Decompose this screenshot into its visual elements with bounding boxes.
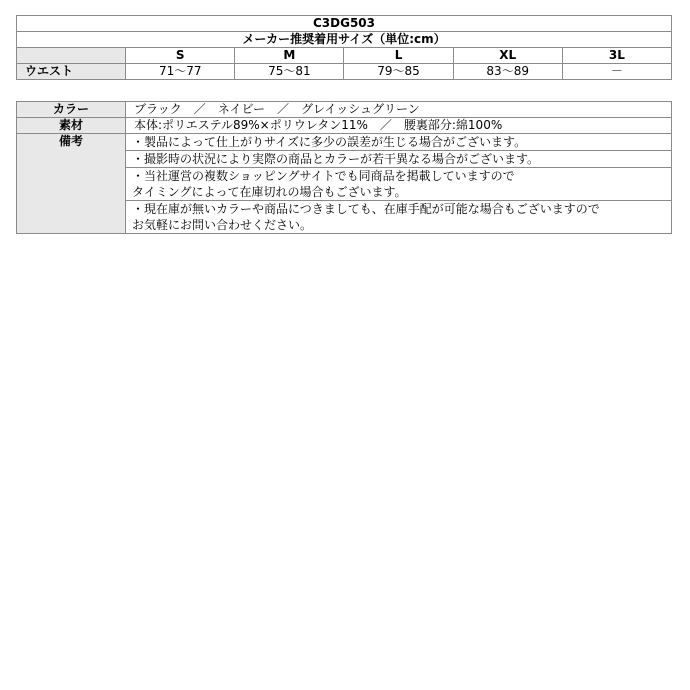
note-item: ・当社運営の複数ショッピングサイトでも同商品を掲載していますので タイミングによって在庫切れの場合もございます。 (126, 168, 672, 201)
color-label: カラー (17, 102, 126, 118)
size-header-s: S (126, 48, 235, 64)
size-table-caption: メーカー推奨着用サイズ（単位:cm） (17, 32, 672, 48)
waist-label: ウエスト (17, 64, 126, 80)
waist-l: 79〜85 (344, 64, 453, 80)
material-label: 素材 (17, 118, 126, 134)
notes-row (17, 134, 672, 151)
size-header-xl: XL (453, 48, 562, 64)
product-info-table (16, 101, 672, 234)
size-header-m: M (235, 48, 344, 64)
size-table (16, 15, 672, 80)
waist-m: 75〜81 (235, 64, 344, 80)
note-item: ・現在庫が無いカラーや商品につきましても、在庫手配が可能な場合もございますので お気軽にお問い合わせください。 (126, 201, 672, 234)
notes-label: 備考 (17, 134, 126, 234)
material-value: 本体:ポリエステル89%×ポリウレタン11% ／ 腰裏部分:綿100% (126, 118, 672, 134)
color-row (17, 102, 672, 118)
note-item: ・製品によって仕上がりサイズに多少の誤差が生じる場合がございます。 (126, 134, 672, 151)
size-header-l: L (344, 48, 453, 64)
waist-3l: － (562, 64, 671, 80)
size-header-row (17, 48, 672, 64)
waist-row (17, 64, 672, 80)
color-value: ブラック ／ ネイビー ／ グレイッシュグリーン (126, 102, 672, 118)
waist-s: 71〜77 (126, 64, 235, 80)
note-item: ・撮影時の状況により実際の商品とカラーが若干異なる場合がございます。 (126, 151, 672, 168)
material-row (17, 118, 672, 134)
size-header-empty (17, 48, 126, 64)
waist-xl: 83〜89 (453, 64, 562, 80)
size-header-3l: 3L (562, 48, 671, 64)
model-number: C3DG503 (17, 16, 672, 32)
